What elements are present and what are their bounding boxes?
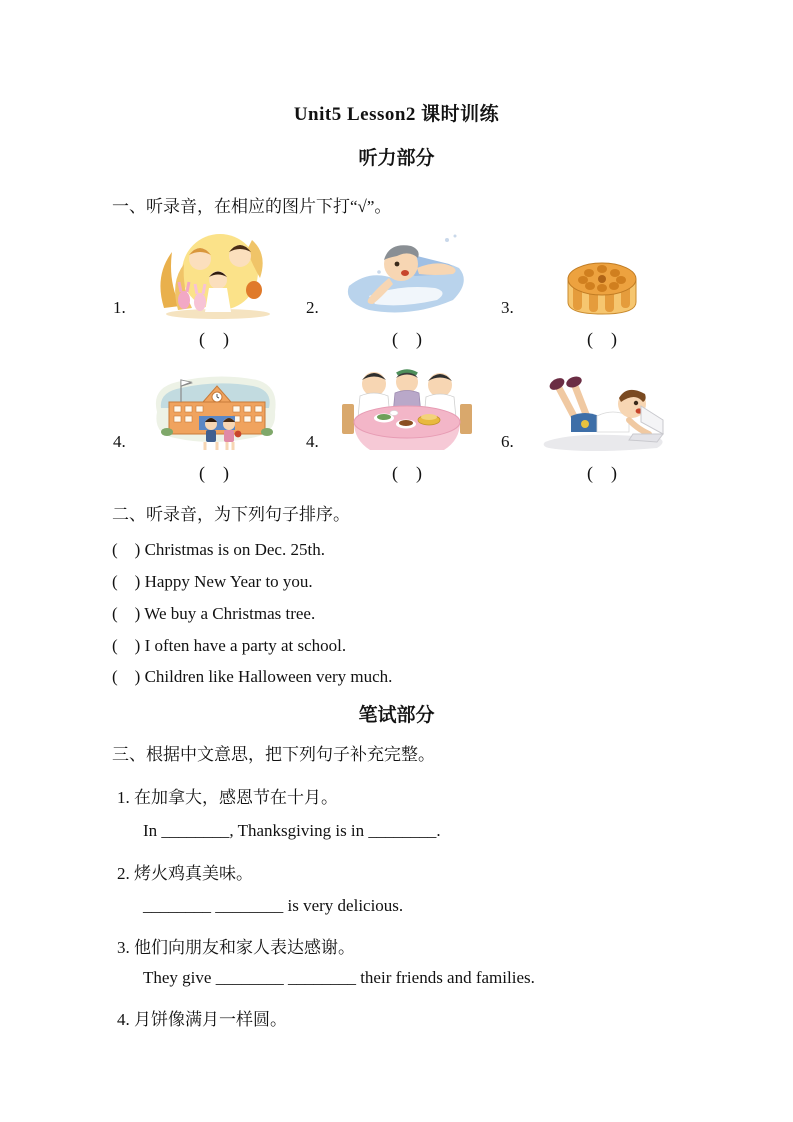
answer-slot: ( ) [199,463,229,483]
ordering-sentence-4: ( ) I often have a party at school. [112,636,347,655]
boy-swimming-picture [332,226,482,320]
listening-picture-item-5 [306,360,482,484]
listening-section-title: 听力部分 [358,148,435,169]
picture-number: 4. [113,432,126,451]
answer-slot: ( ) [392,463,422,483]
listening-picture-item-6 [501,360,677,484]
exercise1-heading: 一、听录音，在相应的图片下打“√”。 [112,197,392,216]
listening-picture-item-3 [501,226,677,350]
fill-in-item-3-english: They give ________ ________ their friends and families. [143,968,535,987]
fill-in-item-1-english: In ________, Thanksgiving is in ________. [143,821,441,840]
picture-number: 3. [501,298,514,317]
answer-slot: ( ) [587,329,617,349]
mooncake-picture [527,226,677,320]
picture-number: 1. [113,298,126,317]
family-moon-viewing-picture [139,226,289,320]
listening-picture-item-2 [306,226,482,350]
ordering-sentence-3: ( ) We buy a Christmas tree. [112,604,316,623]
family-dinner-picture [332,360,482,454]
fill-in-item-1-chinese: 1. 在加拿大，感恩节在十月。 [117,788,338,807]
picture-number: 6. [501,432,514,451]
listening-picture-item-1 [113,226,289,350]
fill-in-item-2-english: ________ ________ is very delicious. [143,896,404,915]
fill-in-item-2-chinese: 2. 烤火鸡真美味。 [117,864,253,883]
school-building-picture [139,360,289,454]
exercise3-heading: 三、根据中文意思，把下列句子补充完整。 [112,745,435,764]
answer-slot: ( ) [392,329,422,349]
picture-number: 4. [306,432,319,451]
page-title: Unit5 Lesson2 课时训练 [293,104,500,125]
listening-picture-item-4 [113,360,289,484]
written-section-title: 笔试部分 [358,705,435,726]
exercise2-heading: 二、听录音，为下列句子排序。 [112,505,350,524]
fill-in-item-4-chinese: 4. 月饼像满月一样圆。 [117,1010,287,1029]
boy-laptop-picture [527,360,677,454]
fill-in-item-3-chinese: 3. 他们向朋友和家人表达感谢。 [117,938,355,957]
ordering-sentence-5: ( ) Children like Halloween very much. [112,667,393,686]
answer-slot: ( ) [587,463,617,483]
ordering-sentence-2: ( ) Happy New Year to you. [112,572,313,591]
picture-number: 2. [306,298,319,317]
answer-slot: ( ) [199,329,229,349]
ordering-sentence-1: ( ) Christmas is on Dec. 25th. [112,540,325,559]
